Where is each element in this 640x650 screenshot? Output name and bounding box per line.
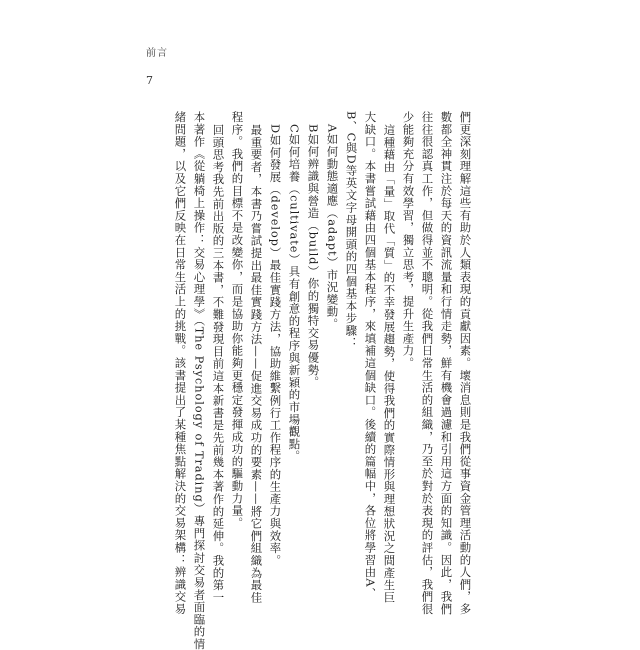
text-column-14: 回頭思考我先前出版的三本書，不難發現目前這本新書是先前幾本著作的延伸。我的第一 (211, 124, 226, 604)
page-number: 7 (146, 74, 153, 87)
running-head: 前言 (146, 48, 168, 59)
text-column-1: 們更深刻理解這些有助於人類表現的貢獻因素。壞消息則是我們從事資金管理活動的人們，多 (458, 111, 473, 616)
text-column-2: 數都全神貫注於每天的資訊流量和行情走勢，鮮有機會過濾和引用這方面的知識。因此，我們 (439, 111, 454, 616)
text-column-15: 本著作《從躺椅上操作：交易心理學》（The Psychology of Trading）專門探討交易者面臨的情 (192, 111, 207, 650)
text-column-13: 程序。我們的目標不是改變你，而是協助你能夠更穩定發揮成功的驅動力量。 (230, 111, 245, 530)
text-column-10: C如何培養（cultivate）具有創意的程序與新穎的市場觀點。 (287, 124, 302, 463)
text-column-8: A如何動態適應（adapt）市況變動。 (325, 124, 340, 331)
text-column-7: B、C與D等英文字母開頭的四個基本步驟： (344, 111, 359, 350)
text-column-6: 大缺口。本書嘗試藉由四個基本程序，來填補這個缺口。後續的篇幅中，各位將學習由A、 (363, 111, 378, 600)
text-column-12: 最重要者，本書乃嘗試提出最佳實踐方法——促進交易成功的要素——將它們組織為最佳 (249, 124, 264, 604)
text-column-11: D如何發展（develop）最佳實踐方法，協助維繫例行工作程序的生產力與效率。 (268, 124, 283, 567)
text-column-16: 緒問題，以及它們反映在日常生活上的挑戰。該書提出了某種焦點解決的交易架構：辨識交易 (173, 111, 188, 616)
text-column-5: 這種藉由「量」取代「質」的不幸發展趨勢，使得我們的實際情形與理想狀況之間產生巨 (382, 124, 397, 604)
text-column-9: B如何辨識與營造（build）你的獨特交易優勢。 (306, 124, 321, 389)
text-column-4: 少能夠充分有效學習，獨立思考，提升生產力。 (401, 111, 416, 370)
text-column-3: 往往很認真工作，但做得並不聰明。從我們日常生活的組織，乃至於對於表現的評估，我們很 (420, 111, 435, 616)
